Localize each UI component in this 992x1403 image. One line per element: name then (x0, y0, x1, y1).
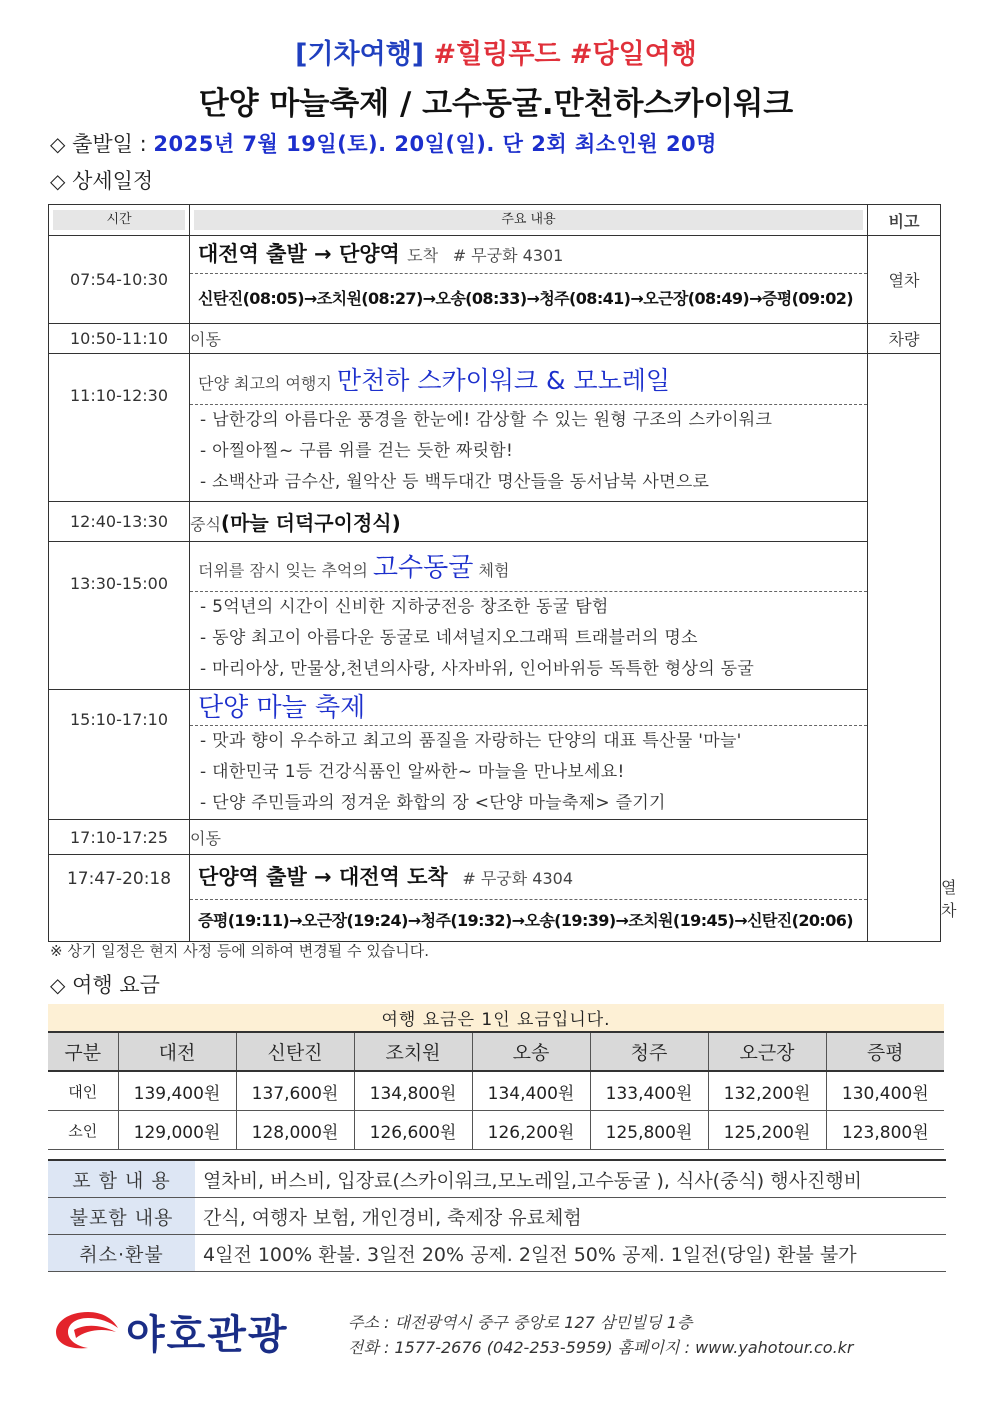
list-item: - 5억년의 시간이 신비한 지하궁전응 창조한 동굴 탐험 (200, 597, 609, 617)
list-item: - 대한민국 1등 건강식품인 알싸한~ 마늘을 만나보세요! (200, 761, 625, 782)
skywalk-intro: 단양 최고의 여행지 만천하 스카이워크 & 모노레일 (190, 357, 867, 405)
departure-value: 2025년 7월 19일(토). 20일(일). 단 2회 최소인원 20명 (153, 132, 717, 156)
fare-cell: 소인 (48, 1111, 118, 1150)
fare-header-cell: 오송 (472, 1032, 590, 1071)
company-contact: 전화 : 1577-2676 (042-253-5959) 홈페이지 : www.yahotour.co.kr (348, 1338, 854, 1357)
included-label: 포 함 내 용 (48, 1160, 195, 1198)
company-address-block (348, 1310, 854, 1360)
fare-header-cell: 조치원 (354, 1032, 472, 1071)
departure-label: 출발일 : (72, 132, 147, 156)
info-row-cancel (48, 1235, 946, 1272)
schedule-row (49, 542, 941, 690)
fare-cell: 125,800원 (590, 1111, 708, 1150)
list-item: - 단양 주민들과의 정겨운 화합의 장 <단양 마늘축제> 즐기기 (200, 792, 666, 813)
tag-train-trip: [기차여행] (295, 39, 425, 70)
schedule-header-row (49, 205, 941, 236)
fare-header-cell: 오근장 (708, 1032, 826, 1071)
row-time: 13:30-15:00 (49, 542, 190, 690)
row-note: 차량 (868, 324, 941, 354)
diamond-icon: ◇ (50, 973, 66, 997)
info-row-excluded (48, 1198, 946, 1235)
schedule-row (49, 690, 941, 820)
lunch-menu: (마늘 더덕구이정식) (220, 511, 401, 535)
schedule-row (49, 236, 941, 324)
company-address: 주소 : 대전광역시 중구 중앙로 127 삼민빌딩 1층 (348, 1313, 693, 1332)
lunch-line: 중식(마늘 더덕구이정식) (190, 502, 868, 542)
fare-cell: 129,000원 (118, 1111, 236, 1150)
excluded-label: 불포함 내용 (48, 1198, 195, 1235)
fare-header-cell: 청주 (590, 1032, 708, 1071)
diamond-icon: ◇ (50, 169, 66, 193)
fare-row-adult (48, 1071, 944, 1111)
fare-cell: 133,400원 (590, 1071, 708, 1111)
list-item: - 동양 최고이 아름다운 동굴로 네셔널지오그래픽 트래블러의 명소 (200, 628, 698, 648)
info-table (48, 1159, 946, 1272)
schedule-row (49, 820, 941, 855)
departure-line (50, 128, 717, 158)
fare-cell: 134,800원 (354, 1071, 472, 1111)
list-item: - 남한강의 아름다운 풍경을 한눈에! 감상할 수 있는 원형 구조의 스카이워크 (200, 410, 773, 430)
cancel-value: 4일전 100% 환불. 3일전 20% 공제. 2일전 50% 공제. 1일전(당일) 환불 불가 (195, 1235, 946, 1272)
fare-cell: 139,400원 (118, 1071, 236, 1111)
logo-icon (54, 1308, 122, 1352)
fare-row-child (48, 1111, 944, 1150)
fare-cell: 134,400원 (472, 1071, 590, 1111)
row-content: 이동 (190, 820, 868, 855)
excluded-value: 간식, 여행자 보험, 개인경비, 축제장 유료체험 (195, 1198, 946, 1235)
row-time: 17:47-20:18 (49, 855, 190, 942)
fare-cell: 130,400원 (826, 1071, 944, 1111)
fare-cell: 126,600원 (354, 1111, 472, 1150)
row-time: 07:54-10:30 (49, 236, 190, 324)
list-item: - 마리아상, 만물상,천년의사랑, 사자바위, 인어바위등 독특한 형상의 동굴 (200, 659, 755, 679)
skywalk-bullets (190, 405, 867, 498)
list-item: - 아찔아찔~ 구름 위를 걷는 듯한 짜릿함! (200, 441, 514, 461)
train-main-line: 대전역 출발 → 단양역 도착 # 무궁화 4301 (190, 236, 867, 274)
fare-header-row (48, 1032, 944, 1071)
schedule-disclaimer: ※ 상기 일정은 현지 사정 등에 의하여 변경될 수 있습니다. (50, 942, 430, 960)
row-time: 11:10-12:30 (49, 354, 190, 502)
info-row-included (48, 1160, 946, 1198)
skywalk-highlight: 만천하 스카이워크 & 모노레일 (336, 366, 671, 395)
row-time: 17:10-17:25 (49, 820, 190, 855)
row-time: 10:50-11:10 (49, 324, 190, 354)
header-note: 비고 (868, 205, 941, 236)
fare-header-cell: 구분 (48, 1032, 118, 1071)
list-item: - 맛과 향이 우수하고 최고의 품질을 자랑하는 단양의 대표 특산물 '마늘' (200, 730, 742, 751)
schedule-row (49, 502, 941, 542)
row-content: 이동 (190, 324, 868, 354)
fare-section-title: ◇ 여행 요금 (50, 973, 160, 997)
header-time: 시간 (53, 210, 185, 230)
festival-title: 단양 마늘 축제 (190, 691, 867, 726)
fare-table (48, 1004, 944, 1150)
fare-cell: 137,600원 (236, 1071, 354, 1111)
brand-logo-text: 야호관광 (126, 1312, 289, 1358)
fare-cell: 132,200원 (708, 1071, 826, 1111)
fare-cell: 128,000원 (236, 1111, 354, 1150)
fare-cell: 126,200원 (472, 1111, 590, 1150)
schedule-row (49, 354, 941, 502)
tag-day-trip: #당일여행 (569, 39, 697, 70)
fare-cell: 123,800원 (826, 1111, 944, 1150)
train-main-line: 단양역 출발 → 대전역 도착 # 무궁화 4304 (190, 855, 867, 900)
header-tags (0, 32, 992, 71)
fare-header-cell: 대전 (118, 1032, 236, 1071)
included-value: 열차비, 버스비, 입장료(스카이워크,모노레일,고수동굴 ), 식사(중식) 행사진행비 (195, 1160, 946, 1198)
cave-intro: 더위를 잠시 잊는 추억의 고수동굴 체험 (190, 546, 867, 592)
header-content: 주요 내용 (194, 210, 863, 230)
schedule-section-title: ◇ 상세일정 (50, 169, 154, 193)
train-route: 증평(19:11)→오근장(19:24)→청주(19:32)→오송(19:39)→조치원(19:45)→신탄진(20:06) (198, 911, 854, 930)
fare-header-cell: 신탄진 (236, 1032, 354, 1071)
cancel-label: 취소·환불 (48, 1235, 195, 1272)
fare-cell: 125,200원 (708, 1111, 826, 1150)
tag-healing-food: #힐링푸드 (433, 39, 561, 70)
row-time: 12:40-13:30 (49, 502, 190, 542)
diamond-icon: ◇ (50, 132, 66, 156)
festival-bullets (190, 726, 867, 819)
page-title: 단양 마늘축제 / 고수동굴.만천하스카이워크 (198, 86, 794, 122)
schedule-row (49, 324, 941, 354)
train-route: 신탄진(08:05)→조치원(08:27)→오송(08:33)→청주(08:41)→오근장(08:49)→증평(09:02) (198, 289, 854, 308)
cave-highlight: 고수동굴 (372, 553, 474, 583)
fare-banner: 여행 요금은 1인 요금입니다. (48, 1004, 944, 1032)
fare-header-cell: 증평 (826, 1032, 944, 1071)
cave-bullets (190, 592, 867, 685)
schedule-table (48, 204, 957, 942)
fare-cell: 대인 (48, 1071, 118, 1111)
list-item: - 소백산과 금수산, 월악산 등 백두대간 명산들을 동서남북 사면으로 (200, 472, 710, 492)
row-time: 15:10-17:10 (49, 690, 190, 820)
row-note: 열차 (868, 236, 941, 324)
schedule-row: 17:47-20:18 단양역 출발 → 대전역 도착 # 무궁화 4304 증평(19:11)→오근장(19:24)→청주(19:32)→오송(19:39)→조치원(19:45)→신탄진(20:06) 열차 (49, 855, 941, 942)
row-note-empty (868, 354, 941, 942)
